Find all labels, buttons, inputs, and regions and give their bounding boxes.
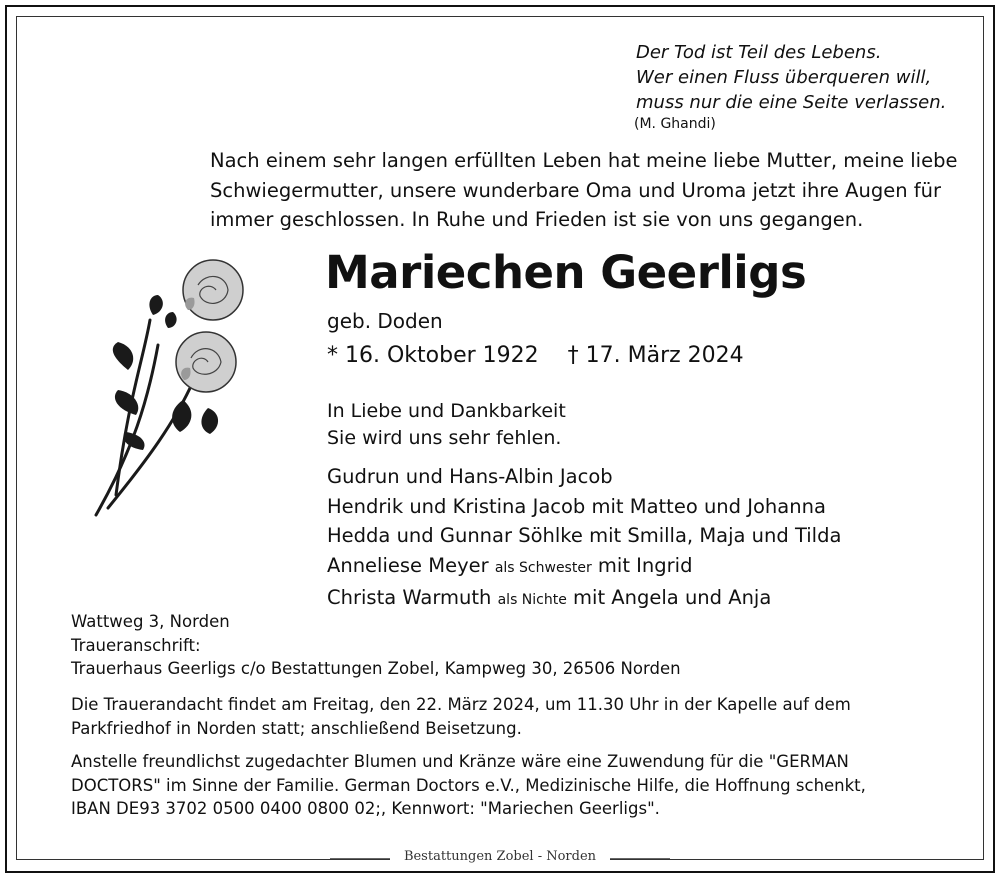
mourner-family: mit Angela und Anja <box>573 586 772 609</box>
mourner-row <box>327 551 841 584</box>
deceased-name: Mariechen Geerligs <box>325 246 807 299</box>
address-line: Trauerhaus Geerligs c/o Bestattungen Zobel, Kampweg 30, 26506 Norden <box>71 659 681 678</box>
birth-date: * 16. Oktober 1922 <box>327 343 539 368</box>
service-info <box>71 693 951 740</box>
sentiment <box>327 398 566 452</box>
address-line: Wattweg 3, Norden <box>71 612 230 631</box>
donation-line: Anstelle freundlichst zugedachter Blumen und Kränze wäre eine Zuwendung für die "GERMAN <box>71 752 849 771</box>
mourner-name: Christa Warmuth <box>327 586 492 609</box>
sentiment-line: In Liebe und Dankbarkeit <box>327 400 566 422</box>
donation-line: DOCTORS" im Sinne der Familie. German Doctors e.V., Medizinische Hilfe, die Hoffnung schenkt, <box>71 775 866 795</box>
mourner-row: Gudrun und Hans-Albin Jacob <box>327 465 613 488</box>
quote-line: Wer einen Fluss überqueren will, <box>636 67 932 88</box>
intro-line: Schwiegermutter, unsere wunderbare Oma und Uroma jetzt ihre Augen für <box>210 178 942 202</box>
mourner-family: mit Ingrid <box>597 553 693 577</box>
donation-line: IBAN DE93 3702 0500 0400 0800 02;, Kennwort: "Mariechen Geerligs". <box>71 799 660 818</box>
mourner-name: Anneliese Meyer <box>327 553 489 577</box>
death-date: † 17. März 2024 <box>567 343 744 368</box>
address-block <box>71 610 681 681</box>
address-line: Traueranschrift: <box>71 635 201 655</box>
intro-line: Nach einem sehr langen erfüllten Leben hat meine liebe Mutter, meine liebe <box>210 149 958 172</box>
mourner-row: Hedda und Gunnar Söhlke mit Smilla, Maja und Tilda <box>327 524 842 547</box>
mourners-list <box>327 462 841 616</box>
quote-line: Der Tod ist Teil des Lebens. <box>636 42 882 63</box>
quote <box>636 40 946 115</box>
maiden-name: geb. Doden <box>327 309 443 333</box>
quote-author: (M. Ghandi) <box>634 116 716 132</box>
service-line: Parkfriedhof in Norden statt; anschließend Beisetzung. <box>71 718 522 738</box>
intro-line: immer geschlossen. In Ruhe und Frieden ist sie von uns gegangen. <box>210 208 864 231</box>
mourner-relation: als Schwester <box>494 559 592 576</box>
service-line: Die Trauerandacht findet am Freitag, den 22. März 2024, um 11.30 Uhr in der Kapelle auf dem <box>71 695 851 714</box>
sentiment-line: Sie wird uns sehr fehlen. <box>327 427 562 449</box>
intro-text <box>210 146 970 235</box>
footer-credit: Bestattungen Zobel - Norden <box>390 849 610 864</box>
mourner-row: Hendrik und Kristina Jacob mit Matteo und Johanna <box>327 494 826 518</box>
rose-icon <box>88 250 248 525</box>
life-dates <box>327 343 744 368</box>
mourner-relation: als Nichte <box>497 592 567 608</box>
donation-info <box>71 750 951 821</box>
quote-line: muss nur die eine Seite verlassen. <box>636 92 947 113</box>
